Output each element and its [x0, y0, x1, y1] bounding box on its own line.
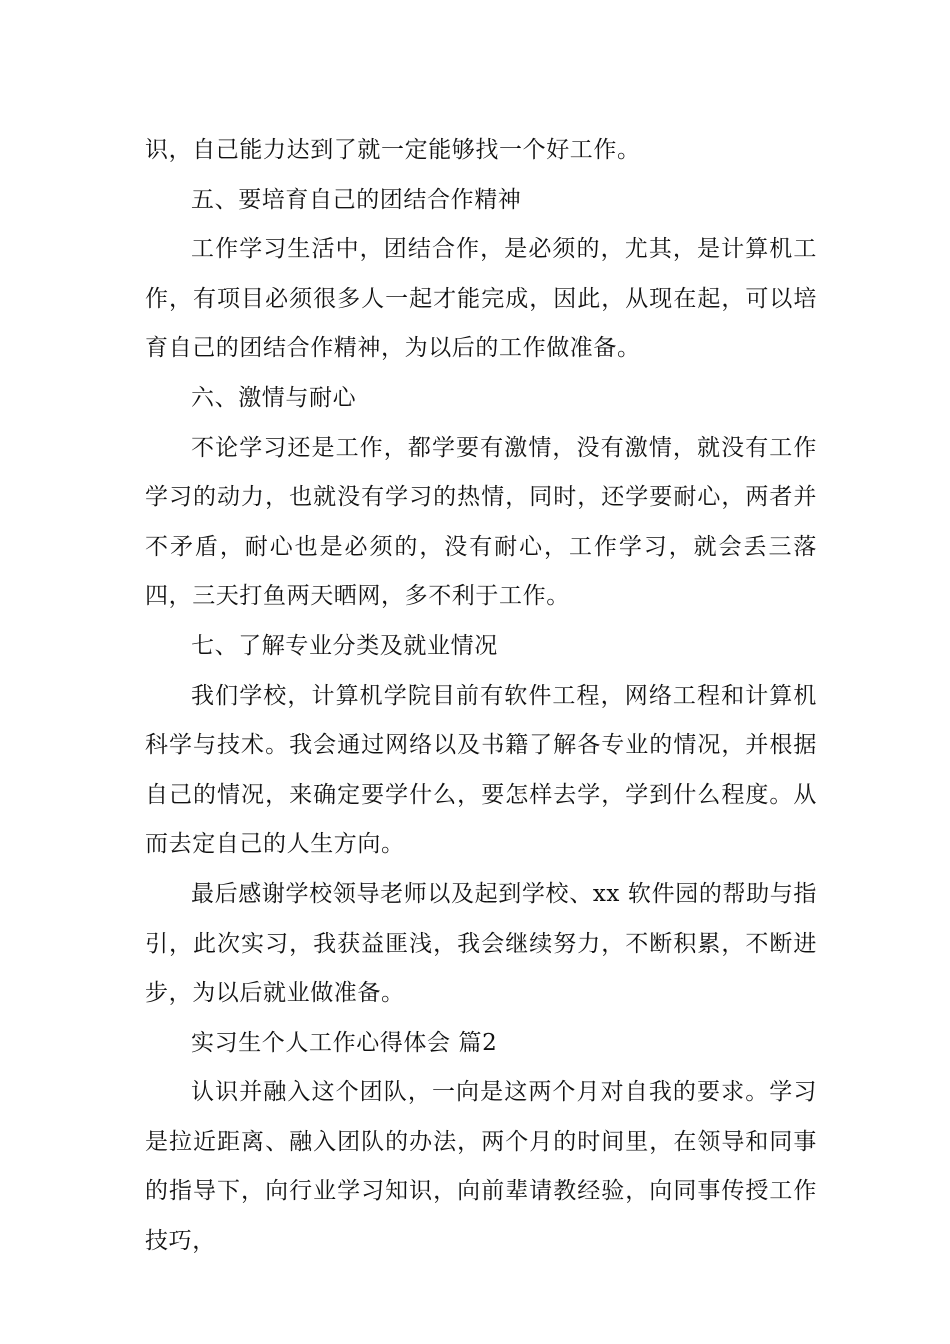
paragraph-team-integration: 认识并融入这个团队，一向是这两个月对自我的要求。学习是拉近距离、融入团队的办法，两个月的时间里，在领导和同事的指导下，向行业学习知识，向前辈请教经验，向同事传授工作技巧，: [145, 1079, 817, 1255]
paragraph-teamwork: 工作学习生活中，团结合作，是必须的，尤其，是计算机工作，有项目必须很多人一起才能完成，因此，从现在起，可以培育自己的团结合作精神，为以后的工作做准备。: [145, 236, 817, 362]
document-body: [145, 126, 817, 1267]
section-heading-6: 六、激情与耐心: [191, 384, 357, 411]
paragraph-thanks: 最后感谢学校领导老师以及起到学校、xx 软件园的帮助与指引，此次实习，我获益匪浅，我会继续努力，不断积累，不断进步，为以后就业做准备。: [145, 880, 817, 1007]
section-heading-5: 五、要培育自己的团结合作精神: [191, 186, 522, 213]
paragraph-majors: 我们学校，计算机学院目前有软件工程，网络工程和计算机科学与技术。我会通过网络以及书籍了解各专业的情况，并根据自己的情况，来确定要学什么，要怎样去学，学到什么程度。从而去定自己的人生方向。: [145, 682, 817, 858]
article-title-part-2: 实习生个人工作心得体会 篇2: [191, 1029, 498, 1056]
paragraph-continuation: 识，自己能力达到了就一定能够找一个好工作。: [145, 137, 641, 163]
section-heading-7: 七、了解专业分类及就业情况: [191, 632, 498, 659]
paragraph-passion-patience: 不论学习还是工作，都学要有激情，没有激情，就没有工作学习的动力，也就没有学习的热情，同时，还学要耐心，两者并不矛盾，耐心也是必须的，没有耐心，工作学习，就会丢三落四，三天打鱼两天晒网，多不利于工作。: [145, 434, 817, 610]
